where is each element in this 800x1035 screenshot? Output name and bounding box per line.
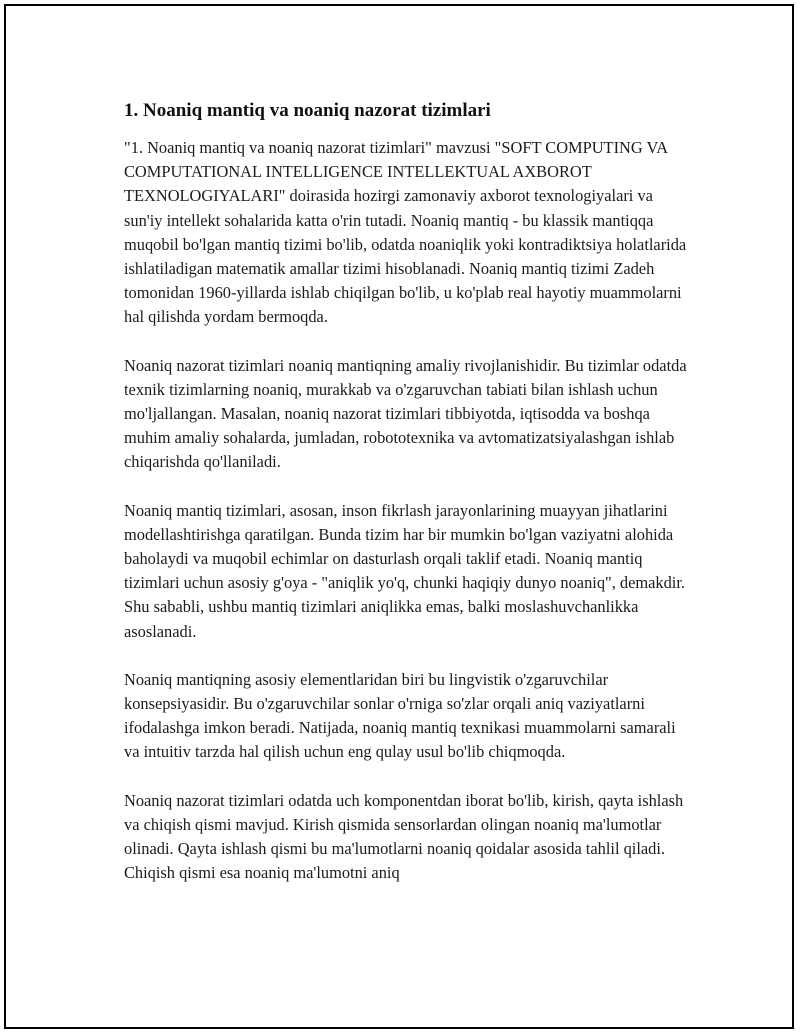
document-title: 1. Noaniq mantiq va noaniq nazorat tizimlari — [124, 100, 491, 121]
paragraph-2: Noaniq nazorat tizimlari noaniq mantiqning amaliy rivojlanishidir. Bu tizimlar odatda texnik tizimlarning noaniq, murakkab va o'zgaruvchan tabiati bilan ishlash uchun mo'ljallangan. Masalan, noaniq nazorat tizimlari tibbiyotda, iqtisodda va boshqa muhim amaliy sohalarda, jumladan, robototexnika va avtomatizatsiyalashgan ishlab chiqarishda qo'llaniladi. — [124, 355, 687, 472]
paragraph-1: "1. Noaniq mantiq va noaniq nazorat tizimlari" mavzusi "SOFT COMPUTING VA COMPUTATIONAL INTELLIGENCE INTELLEKTUAL AXBOROT TEXNOLOGIYALARI" doirasida hozirgi zamonaviy axborot texnologiyalari va sun'iy intellekt sohalarida katta o'rin tutadi. Noaniq mantiq - bu klassik mantiqqa muqobil bo'lgan mantiq tizimi bo'lib, odatda noaniqlik yoki kontradiktsiya holatlarida ishlatiladigan matematik amallar tizimi hisoblanadi. Noaniq mantiq tizimi Zadeh tomonidan 1960-yillarda ishlab chiqilgan bo'lib, u ko'plab real hayotiy muammolarni hal qilishda yordam bermoqda. — [124, 138, 687, 327]
document-page — [4, 4, 794, 1029]
document-body — [124, 98, 694, 909]
paragraph-5: Noaniq nazorat tizimlari odatda uch komponentdan iborat bo'lib, kirish, qayta ishlash va chiqish qismi mavjud. Kirish qismida sensorlardan olingan noaniq ma'lumotlar olinadi. Qayta ishlash qismi bu ma'lumotlarni noaniq qoidalar asosida tahlil qiladi. Chiqish qismi esa noaniq ma'lumotni aniq — [124, 790, 684, 883]
paragraph-4: Noaniq mantiqning asosiy elementlaridan biri bu lingvistik o'zgaruvchilar konsepsiyasidir. Bu o'zgaruvchilar sonlar o'rniga so'zlar orqali aniq vaziyatlarni ifodalashga imkon beradi. Natijada, noaniq mantiq texnikasi muammolarni samarali va intuitiv tarzda hal qilish uchun eng qulay usul bo'lib chiqmoqda. — [124, 669, 676, 762]
paragraph-3: Noaniq mantiq tizimlari, asosan, inson fikrlash jarayonlarining muayyan jihatlarini modellashtirishga qaratilgan. Bunda tizim har bir mumkin bo'lgan vaziyatni alohida baholaydi va muqobil echimlar on dasturlash orqali taklif etadi. Noaniq mantiq tizimlari uchun asosiy g'oya - "aniqlik yo'q, chunki haqiqiy dunyo noaniq", demakdir. Shu sababli, ushbu mantiq tizimlari aniqlikka emas, balki moslashuvchanlikka asoslanadi. — [124, 500, 685, 641]
